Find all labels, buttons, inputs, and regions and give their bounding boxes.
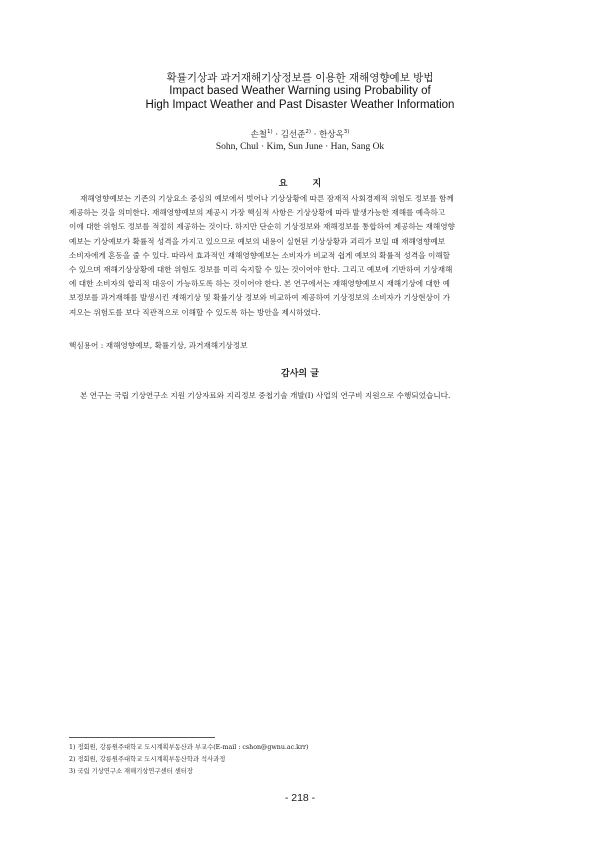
abstract-line: 예보는 기상예보가 확률적 성격을 가지고 있으므로 예보의 내용이 실현된 기상상황과 괴리가 보일 때 재해영향예보 [69, 236, 446, 246]
abstract-line: 이에 대한 위험도 정보를 적절히 제공하는 것이다. 하지만 단순히 기상정보와 재해정보를 통합하여 제공하는 재해영향 [69, 222, 455, 232]
author-name-1: 손철 [250, 130, 267, 140]
footnote-divider [69, 737, 215, 738]
footnote-3: 3) 국립 기상연구소 재해기상연구센터 센터장 [69, 768, 193, 775]
keywords: 핵심용어 : 재해영향예보, 확률기상, 과거재해기상정보 [69, 341, 248, 350]
title-korean: 확률기상과 과거재해기상정보를 이용한 재해영향예보 방법 [166, 72, 434, 84]
author-mark-1: 1) [266, 129, 273, 136]
author-name-3: 한상옥 [319, 130, 344, 140]
title-english-line-1: Impact based Weather Warning using Probability of [169, 85, 431, 97]
authors-korean [0, 128, 600, 140]
author-separator: · [275, 130, 279, 140]
footnotes [69, 742, 308, 778]
author-separator: · [313, 130, 317, 140]
authors-english: Sohn, Chul · Kim, Sun June · Han, Sang Ok [215, 142, 385, 152]
abstract-heading: 요 지 [278, 179, 322, 189]
footnote-1: 1) 정회원, 강릉원주대학교 도시계획부동산과 부교수(E-mail : cshon@gwnu.ac.krr) [69, 744, 309, 751]
abstract-line: 제공하는 것을 의미한다. 재해영향예보의 제공시 가장 핵심적 사항은 기상상황에 따라 발생가능한 재해를 예측하고 [69, 208, 446, 218]
abstract-body [69, 192, 531, 320]
abstract-line: 수 있으며 재해기상상황에 대한 위험도 정보를 미리 숙지할 수 있는 것이어야 한다. 그리고 예보에 기반하여 기상재해 [69, 265, 453, 275]
abstract-line: 재해영향예보는 기존의 기상요소 중심의 예보에서 벗어나 기상상황에 따른 잠재적 사회경제적 위험도 정보를 함께 [80, 194, 454, 203]
acknowledgement-heading: 감사의 글 [281, 369, 319, 379]
abstract-line: 소비자에게 혼동을 줄 수 있다. 따라서 효과적인 재해영향예보는 소비자가 비교적 쉽게 예보의 확률적 성격을 이해할 [69, 250, 450, 260]
author-name-2: 김선준 [280, 130, 306, 140]
author-mark-3: 3) [343, 129, 350, 136]
page-number: - 218 - [284, 792, 316, 804]
title-english-line-2: High Impact Weather and Past Disaster Weather Information [145, 99, 455, 111]
abstract-line: 져오는 위험도를 보다 직관적으로 이해할 수 있도록 하는 방안을 제시하였다. [69, 307, 321, 317]
abstract-line: 보정보를 과거재해를 발생시킨 재해기상 및 확률기상 정보와 비교하여 제공하여 기상정보의 소비자가 기상현상이 가 [69, 293, 451, 303]
abstract-line: 에 대한 소비자의 합리적 대응이 가능하도록 하는 것이어야 한다. 본 연구에서는 재해영향예보시 재해기상에 대한 예 [69, 279, 450, 289]
author-mark-2: 2) [305, 129, 312, 136]
acknowledgement-text: 본 연구는 국립 기상연구소 지원 기상자료와 지리정보 중첩기술 개발(I) 사업의 연구비 지원으로 수행되었습니다. [80, 391, 451, 400]
footnote-2: 2) 정회원, 강릉원주대학교 도시계획부동산학과 석사과정 [69, 756, 226, 763]
